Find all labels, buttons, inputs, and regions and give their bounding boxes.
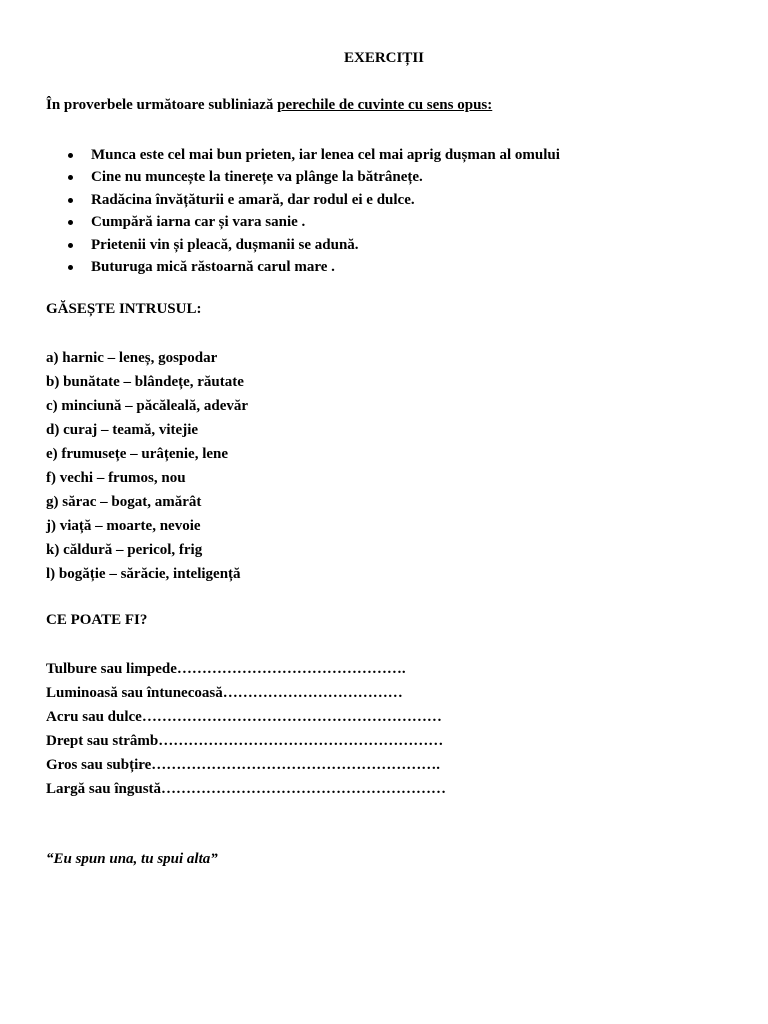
page-title: EXERCIȚII	[343, 50, 425, 66]
proverb-item	[46, 144, 560, 166]
bullet-icon	[68, 243, 73, 248]
intrus-item: b) bunătate – blândețe, răutate	[46, 374, 244, 390]
fill-in-line: Drept sau strâmb…………………………………………………	[46, 733, 444, 749]
proverb-item	[46, 166, 560, 188]
intrus-item: f) vechi – frumos, nou	[46, 470, 186, 486]
intrus-item: g) sărac – bogat, amărât	[46, 494, 202, 510]
proverb-item	[46, 189, 560, 211]
intrus-item: c) minciună – păcăleală, adevăr	[46, 398, 249, 414]
intrus-item: e) frumusețe – urâțenie, lene	[46, 446, 229, 462]
proverb-item	[46, 211, 560, 233]
fill-in-line: Tulbure sau limpede……………………………………….	[46, 661, 406, 677]
intrus-list	[46, 346, 248, 586]
bullet-icon	[68, 198, 73, 203]
bullet-icon	[68, 265, 73, 270]
intrus-item: j) viață – moarte, nevoie	[46, 518, 201, 534]
fill-in-line: Largă sau îngustă…………………………………………………	[46, 781, 447, 797]
intrus-item: a) harnic – leneș, gospodar	[46, 350, 218, 366]
proverbs-instruction	[46, 97, 492, 114]
fill-in-line: Acru sau dulce……………………………………………………	[46, 709, 442, 725]
ce-poate-fi-heading: CE POATE FI?	[46, 612, 148, 628]
proverb-text: Radăcina învățăturii e amară, dar rodul ei e dulce.	[91, 191, 415, 208]
ce-poate-fi-list	[46, 657, 446, 801]
fill-in-line: Luminoasă sau întunecoasă………………………………	[46, 685, 403, 701]
proverb-text: Cumpără iarna car și vara sanie .	[91, 214, 306, 231]
intrus-heading: GĂSEȘTE INTRUSUL:	[46, 301, 202, 317]
intrus-item: k) căldură – pericol, frig	[46, 542, 203, 558]
proverb-item	[46, 256, 560, 278]
proverb-text: Munca este cel mai bun prieten, iar lenea cel mai aprig dușman al omului	[91, 147, 560, 163]
instruction-text: În proverbele următoare subliniază	[46, 97, 278, 113]
bullet-icon	[68, 220, 73, 225]
proverb-item	[46, 234, 560, 256]
closing-quote: “Eu spun una, tu spui alta”	[46, 851, 218, 867]
instruction-underlined-text: perechile de cuvinte cu sens opus:	[277, 97, 493, 113]
fill-in-line: Gros sau subțire………………………………………………….	[46, 757, 441, 773]
proverb-text: Cine nu muncește la tinerețe va plânge la bătrânețe.	[91, 169, 423, 186]
proverb-text: Prietenii vin și pleacă, dușmanii se adună.	[91, 236, 359, 253]
bullet-icon	[68, 153, 73, 158]
intrus-item: d) curaj – teamă, vitejie	[46, 422, 199, 438]
proverb-text: Buturuga mică răstoarnă carul mare .	[91, 258, 335, 275]
proverbs-list	[46, 144, 560, 278]
intrus-item: l) bogăție – sărăcie, inteligență	[46, 566, 241, 582]
bullet-icon	[68, 175, 73, 180]
